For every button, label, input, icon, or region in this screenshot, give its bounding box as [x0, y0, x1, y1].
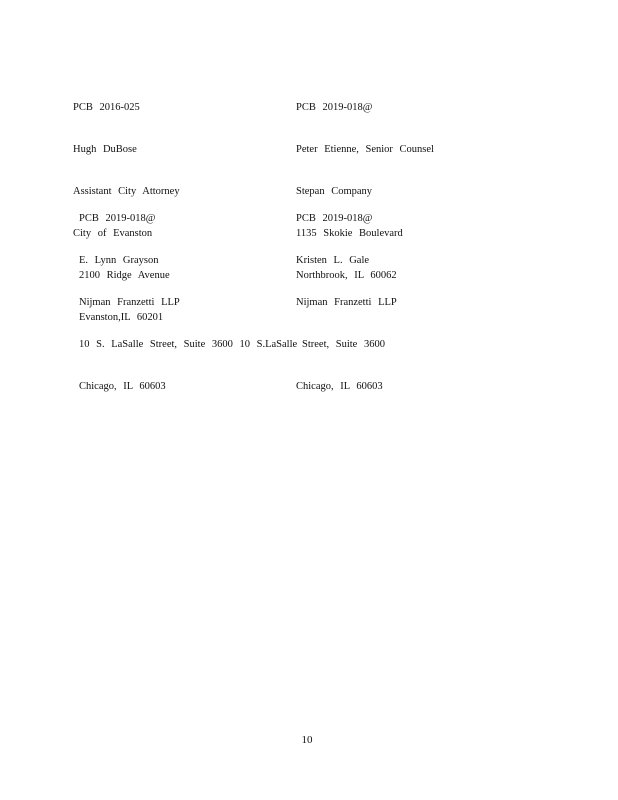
recipient-organization: City of Evanston: [73, 228, 153, 239]
city-state-zip: Chicago, IL 60603: [296, 381, 383, 392]
recipient-organization: Nijman Franzetti LLP: [79, 297, 180, 308]
city-state-zip: Northbrook, IL 60062: [296, 270, 397, 281]
recipient-name: Kristen L. Gale: [296, 255, 370, 266]
recipient-organization: Nijman Franzetti LLP: [296, 297, 397, 308]
recipient-name: E. Lynn Grayson: [79, 255, 159, 266]
case-number: PCB 2019-018@: [79, 213, 156, 224]
recipient-title: Assistant City Attorney: [73, 186, 180, 197]
street-address: 1135 Skokie Boulevard: [296, 228, 403, 239]
recipient-organization: Stepan Company: [296, 186, 373, 197]
page-number: 10: [301, 734, 313, 746]
street-address: 10 S. LaSalle Street, Suite 3600 10 S.LaSalle: [79, 339, 298, 350]
service-address-block: [79, 184, 297, 422]
case-number: PCB 2019-018@: [296, 213, 373, 224]
street-address: 2100 Ridge Avenue: [79, 270, 170, 281]
street-address: Street, Suite 3600: [302, 339, 385, 350]
case-number: PCB 2016-025: [73, 102, 140, 113]
city-state-zip: Chicago, IL 60603: [79, 381, 166, 392]
city-state-zip: Evanston,IL 60201: [79, 312, 164, 323]
case-number: PCB 2019-018@: [296, 102, 373, 113]
service-address-block: [296, 184, 397, 422]
recipient-name: Hugh DuBose: [73, 144, 137, 155]
recipient-name: Peter Etienne, Senior Counsel: [296, 144, 434, 155]
